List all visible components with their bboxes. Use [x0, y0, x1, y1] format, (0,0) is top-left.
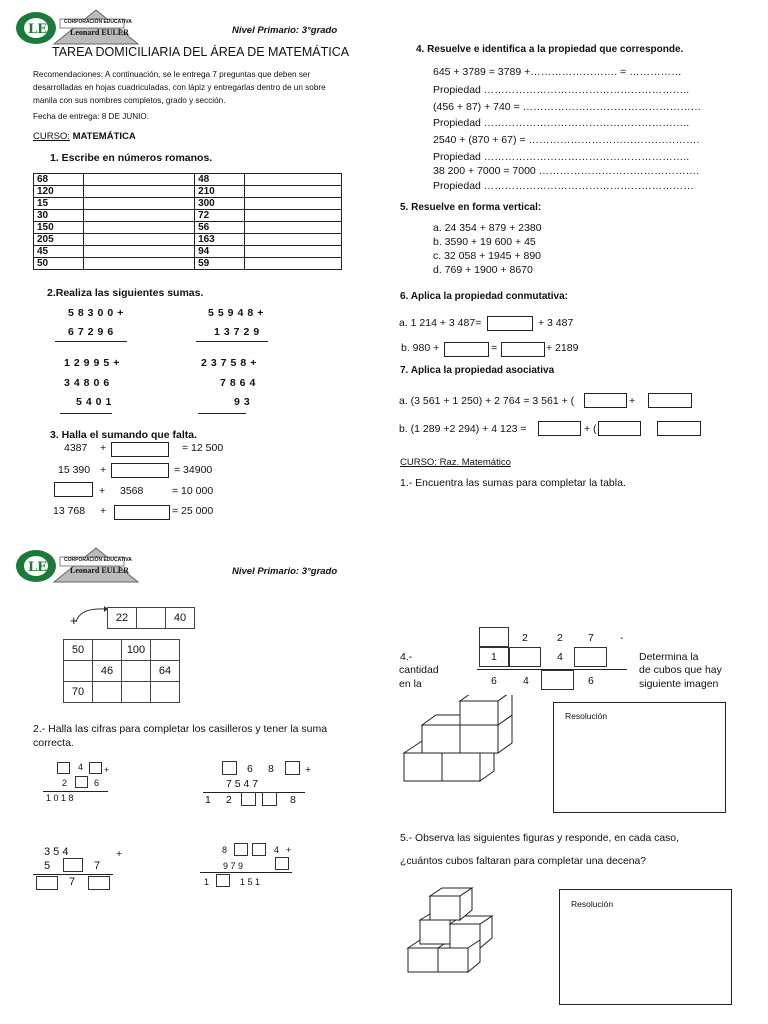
- p4-res-1: 1: [204, 877, 210, 887]
- cubes-figure-2: [406, 884, 506, 976]
- q3-row4-a: 13 768: [53, 505, 86, 517]
- q4-line-3: (456 + 87) + 740 = ……………………………………………: [433, 101, 702, 113]
- p1-box-3[interactable]: [75, 776, 88, 788]
- p1-digit-6: 6: [94, 778, 100, 788]
- p4-box-3[interactable]: [275, 857, 289, 870]
- p3-result-7: 7: [69, 876, 76, 888]
- p1-box-2[interactable]: [89, 762, 102, 774]
- recommendations-line-2: desarrolladas en hojas cuadriculadas, con lápiz y entregarlas dentro de un sobre: [33, 83, 326, 92]
- grid-cell[interactable]: [151, 682, 180, 703]
- grid-cell: 46: [93, 661, 122, 682]
- q4-line-5: 2540 + (870 + 67) = ………………………………………….: [433, 134, 700, 146]
- q3-row2-res: = 34900: [174, 464, 213, 476]
- q7-a-box-2[interactable]: [648, 393, 692, 408]
- p4-box-4[interactable]: [216, 874, 230, 887]
- r4-mid-1: 1: [491, 651, 497, 663]
- sum-b-line-1: 55948+: [208, 307, 268, 319]
- roman-answer-left[interactable]: [84, 174, 195, 186]
- r4-bot-2: 4: [523, 675, 529, 687]
- sum-d-line-2: 7864: [220, 377, 260, 389]
- roman-answer-right[interactable]: [245, 198, 342, 210]
- q3-row1-a: 4387: [64, 442, 88, 454]
- q5-item-c: c. 32 058 + 1945 + 890: [433, 250, 542, 262]
- q4-line-4: Propiedad …………………………………………………..: [433, 117, 690, 129]
- grid-row: [64, 682, 180, 703]
- question-3-title: 3. Halla el sumando que falta.: [50, 429, 198, 441]
- roman-number-right: 59: [195, 258, 245, 270]
- roman-row: [34, 210, 342, 222]
- sum-c-line-2: 34806: [64, 377, 114, 389]
- roman-number-right: 94: [195, 246, 245, 258]
- p2-row-2: 7 5 4 7: [226, 778, 259, 790]
- due-date: Fecha de entrega: 8 DE JUNIO.: [33, 112, 150, 121]
- q7-b-box-3[interactable]: [657, 421, 701, 436]
- q3-row3-a: 3568: [120, 485, 144, 497]
- q5-item-d: d. 769 + 1900 + 8670: [433, 264, 533, 276]
- level-label-2: Nivel Primario: 3°grado: [232, 566, 338, 577]
- grid-cell[interactable]: [93, 682, 122, 703]
- top-cell-1: 22: [108, 608, 137, 629]
- roman-answer-right[interactable]: [245, 222, 342, 234]
- svg-text:LE: LE: [28, 22, 48, 37]
- sum-d-line-1: 23758+: [201, 357, 261, 369]
- grid-cell[interactable]: [122, 661, 151, 682]
- p1-digit-4: 4: [78, 762, 84, 772]
- r4-bot-1: 6: [491, 675, 497, 687]
- q6-b-eq: =: [491, 342, 498, 354]
- raz-question-5-line-2: ¿cuántos cubos faltaran para completar una decena?: [400, 856, 647, 867]
- r4-mid-box-2[interactable]: [574, 647, 607, 667]
- grid-cell: 64: [151, 661, 180, 682]
- p3-digit-5: 5: [44, 860, 51, 872]
- p1-digit-2: 2: [62, 778, 68, 788]
- roman-number-right: 56: [195, 222, 245, 234]
- p2-digit-8: 8: [268, 763, 274, 775]
- q6-a-right: + 3 487: [538, 317, 574, 329]
- sum-grid: [63, 639, 180, 703]
- p3-box-1[interactable]: [63, 858, 83, 872]
- question-5-title: 5. Resuelve en forma vertical:: [400, 202, 542, 213]
- r4-top-3: 7: [588, 632, 594, 644]
- course-label: [33, 131, 136, 142]
- q6-b-box-1[interactable]: [444, 342, 489, 357]
- q6-b-box-2[interactable]: [501, 342, 545, 357]
- resolution-label-2: Resolución: [571, 899, 614, 909]
- roman-answer-right[interactable]: [245, 174, 342, 186]
- r4-top-1: 2: [522, 632, 528, 644]
- p4-res-2: 1 5 1: [240, 877, 261, 887]
- roman-answer-left[interactable]: [84, 246, 195, 258]
- roman-number-right: 210: [195, 186, 245, 198]
- p1-plus: +: [104, 765, 110, 775]
- p4-plus: +: [286, 845, 292, 855]
- roman-answer-left[interactable]: [84, 222, 195, 234]
- q3-row2-box[interactable]: [111, 463, 169, 478]
- q6-b-right: + 2189: [546, 342, 579, 354]
- roman-row: [34, 186, 342, 198]
- roman-row: [34, 258, 342, 270]
- roman-number-left: 150: [34, 222, 84, 234]
- grid-cell: 50: [64, 640, 93, 661]
- raz-question-5-line-1: 5.- Observa las siguientes figuras y responde, en cada caso,: [400, 833, 679, 844]
- p4-row-2: 9 7 9: [223, 861, 244, 871]
- r4-top-4: -: [620, 632, 624, 644]
- q7-b-box-2[interactable]: [598, 421, 641, 436]
- school-logo-2: [14, 546, 144, 586]
- plus-sign: +: [70, 613, 78, 628]
- r4-mid-box-1[interactable]: [509, 647, 541, 667]
- resolution-label-1: Resolución: [565, 711, 608, 721]
- p2-box-1[interactable]: [222, 761, 237, 775]
- grid-cell[interactable]: [151, 640, 180, 661]
- q4-line-8: Propiedad ……………………………………………………: [433, 180, 694, 192]
- p2-res-3: 8: [290, 794, 296, 806]
- school2-line-2: Leonard EULER: [70, 566, 129, 575]
- q4-line-7: 38 200 + 7000 = 7000 ……………………………………….: [433, 165, 700, 177]
- recommendations-line-1: Recomendaciones: A continuación, se le entrega 7 preguntas que deben ser: [33, 70, 311, 79]
- q6-b-left: b. 980 +: [401, 342, 440, 354]
- page-title: TAREA DOMICILIARIA DEL ÁREA DE MATEMÁTICA: [52, 45, 350, 59]
- roman-number-left: 30: [34, 210, 84, 222]
- sum-c-line-3: 5401: [76, 396, 116, 408]
- p3-box-3[interactable]: [88, 876, 110, 890]
- r4-number: 4.-: [400, 651, 413, 663]
- roman-number-left: 15: [34, 198, 84, 210]
- roman-number-left: 68: [34, 174, 84, 186]
- grid-row: [64, 661, 180, 682]
- q4-line-1: 645 + 3789 = 3789 +……………………. = ……………: [433, 66, 682, 78]
- school-line-2: Leonard EULER: [70, 28, 129, 37]
- p1-result: 1 0 1 8: [46, 793, 74, 803]
- q3-row3-box[interactable]: [54, 482, 93, 497]
- q4-line-2: Propiedad …………………………………………………..: [433, 84, 690, 96]
- q7-a-left: a. (3 561 + 1 250) + 2 764 = 3 561 + (: [399, 395, 575, 407]
- r4-left-2: en la: [399, 678, 422, 690]
- roman-answer-left[interactable]: [84, 234, 195, 246]
- grid-cell[interactable]: [93, 640, 122, 661]
- question-2-title: 2.Realiza las siguientes sumas.: [47, 287, 204, 299]
- grid-row: [64, 640, 180, 661]
- roman-number-right: 48: [195, 174, 245, 186]
- roman-table: [33, 173, 342, 270]
- roman-answer-left[interactable]: [84, 258, 195, 270]
- raz-question-2-line-2: correcta.: [33, 737, 74, 749]
- r4-left-1: cantidad: [399, 664, 439, 676]
- roman-row: [34, 246, 342, 258]
- roman-row: [34, 222, 342, 234]
- roman-number-left: 45: [34, 246, 84, 258]
- r4-top-2: 2: [557, 632, 563, 644]
- roman-answer-right[interactable]: [245, 246, 342, 258]
- p4-digit-4: 4: [274, 845, 280, 855]
- q6-a-box[interactable]: [487, 316, 533, 331]
- q3-row3-op: +: [99, 485, 106, 497]
- cubes-figure-1: [402, 695, 530, 785]
- roman-answer-left[interactable]: [84, 186, 195, 198]
- q3-row2-a: 15 390: [58, 464, 91, 476]
- sum-d-rule: [198, 413, 246, 414]
- p1-rule: [43, 791, 108, 792]
- top-cell-3: 40: [166, 608, 195, 629]
- sum-a-rule: [55, 341, 127, 342]
- raz-question-1: 1.- Encuentra las sumas para completar la tabla.: [400, 477, 626, 489]
- q7-a-plus: +: [629, 395, 636, 407]
- q3-row4-box[interactable]: [114, 505, 170, 520]
- q3-row4-res: = 25 000: [172, 505, 214, 517]
- r4-mid-2: 4: [557, 651, 563, 663]
- r4-bot-box[interactable]: [541, 670, 574, 690]
- top-cell-2[interactable]: [137, 608, 166, 629]
- roman-answer-right[interactable]: [245, 234, 342, 246]
- school-logo: [14, 8, 144, 48]
- grid-cell[interactable]: [122, 682, 151, 703]
- question-7-title: 7. Aplica la propiedad asociativa: [400, 365, 555, 376]
- roman-number-left: 50: [34, 258, 84, 270]
- p3-plus: +: [116, 848, 123, 860]
- sum-b-rule: [196, 341, 268, 342]
- sum-b-line-2: 13729: [214, 326, 264, 338]
- school2-line-1: CORPORACIÓN EDUCATIVA: [64, 557, 132, 563]
- sum-c-line-1: 12995+: [64, 357, 124, 369]
- r4-top-box[interactable]: [479, 627, 509, 647]
- p4-box-1[interactable]: [234, 843, 248, 856]
- p3-rule: [33, 874, 113, 875]
- roman-number-left: 205: [34, 234, 84, 246]
- sum-a-line-2: 67296: [68, 326, 118, 338]
- roman-row: [34, 174, 342, 186]
- q3-row2-op: +: [100, 464, 107, 476]
- grid-cell: 100: [122, 640, 151, 661]
- svg-text:LE: LE: [28, 560, 48, 575]
- course-2-label: CURSO: Raz. Matemático: [400, 457, 511, 468]
- p4-rule: [200, 872, 292, 873]
- p2-digit-6: 6: [247, 763, 253, 775]
- q4-line-6: Propiedad …………………………………………………..: [433, 151, 690, 163]
- recommendations-line-3: manila con sus nombres completos, grado y sección.: [33, 96, 226, 105]
- roman-row: [34, 234, 342, 246]
- q5-item-a: a. 24 354 + 879 + 2380: [433, 222, 542, 234]
- sum-c-rule: [60, 413, 112, 414]
- p2-plus: +: [305, 764, 312, 776]
- q3-row4-op: +: [100, 505, 107, 517]
- q7-b-plus: + (: [584, 423, 597, 435]
- roman-row: [34, 198, 342, 210]
- roman-answer-right[interactable]: [245, 186, 342, 198]
- q3-row1-res: = 12 500: [182, 442, 224, 454]
- roman-number-left: 120: [34, 186, 84, 198]
- r4-right-3: siguiente imagen: [639, 678, 719, 690]
- level-label: Nivel Primario: 3°grado: [232, 25, 338, 36]
- top-sum-row: [107, 607, 195, 629]
- course-name: MATEMÁTICA: [72, 131, 136, 142]
- curved-arrow-icon: [74, 604, 108, 624]
- roman-number-right: 300: [195, 198, 245, 210]
- grid-cell: 70: [64, 682, 93, 703]
- sum-a-line-1: 58300+: [68, 307, 128, 319]
- r4-right-1: Determina la: [639, 651, 699, 663]
- q6-a-left: a. 1 214 + 3 487=: [399, 317, 482, 329]
- p3-digit-7: 7: [94, 860, 101, 872]
- course-prefix: CURSO:: [33, 131, 70, 142]
- sum-d-line-3: 93: [234, 396, 254, 408]
- q3-row3-res: = 10 000: [172, 485, 214, 497]
- raz-question-2-line-1: 2.- Halla las cifras para completar los casilleros y tener la suma: [33, 723, 328, 735]
- r4-bot-3: 6: [588, 675, 594, 687]
- p1-box-1[interactable]: [57, 762, 70, 774]
- p3-row-1: 3 5 4: [44, 846, 69, 858]
- school-line-1: CORPORACIÓN EDUCATIVA: [64, 19, 132, 25]
- roman-number-right: 163: [195, 234, 245, 246]
- q5-item-b: b. 3590 + 19 600 + 45: [433, 236, 536, 248]
- question-6-title: 6. Aplica la propiedad conmutativa:: [400, 291, 568, 302]
- question-1-title: 1. Escribe en números romanos.: [50, 152, 213, 164]
- p2-box-4[interactable]: [262, 792, 277, 806]
- roman-number-right: 72: [195, 210, 245, 222]
- q7-b-box-1[interactable]: [538, 421, 581, 436]
- q3-row1-op: +: [100, 442, 107, 454]
- r4-right-2: de cubos que hay: [639, 664, 722, 676]
- roman-answer-left[interactable]: [84, 198, 195, 210]
- q7-a-box-1[interactable]: [584, 393, 627, 408]
- roman-answer-right[interactable]: [245, 210, 342, 222]
- q7-b-left: b. (1 289 +2 294) + 4 123 =: [399, 423, 527, 435]
- p2-res-1: 1: [205, 794, 211, 806]
- grid-cell[interactable]: [64, 661, 93, 682]
- p3-box-2[interactable]: [36, 876, 58, 890]
- question-4-title: 4. Resuelve e identifica a la propiedad que corresponde.: [416, 44, 684, 55]
- p4-digit-8: 8: [222, 845, 228, 855]
- p2-res-2: 2: [226, 794, 232, 806]
- p2-box-2[interactable]: [285, 761, 300, 775]
- roman-answer-left[interactable]: [84, 210, 195, 222]
- p2-box-3[interactable]: [241, 792, 256, 806]
- p4-box-2[interactable]: [252, 843, 266, 856]
- q3-row1-box[interactable]: [111, 442, 169, 457]
- roman-answer-right[interactable]: [245, 258, 342, 270]
